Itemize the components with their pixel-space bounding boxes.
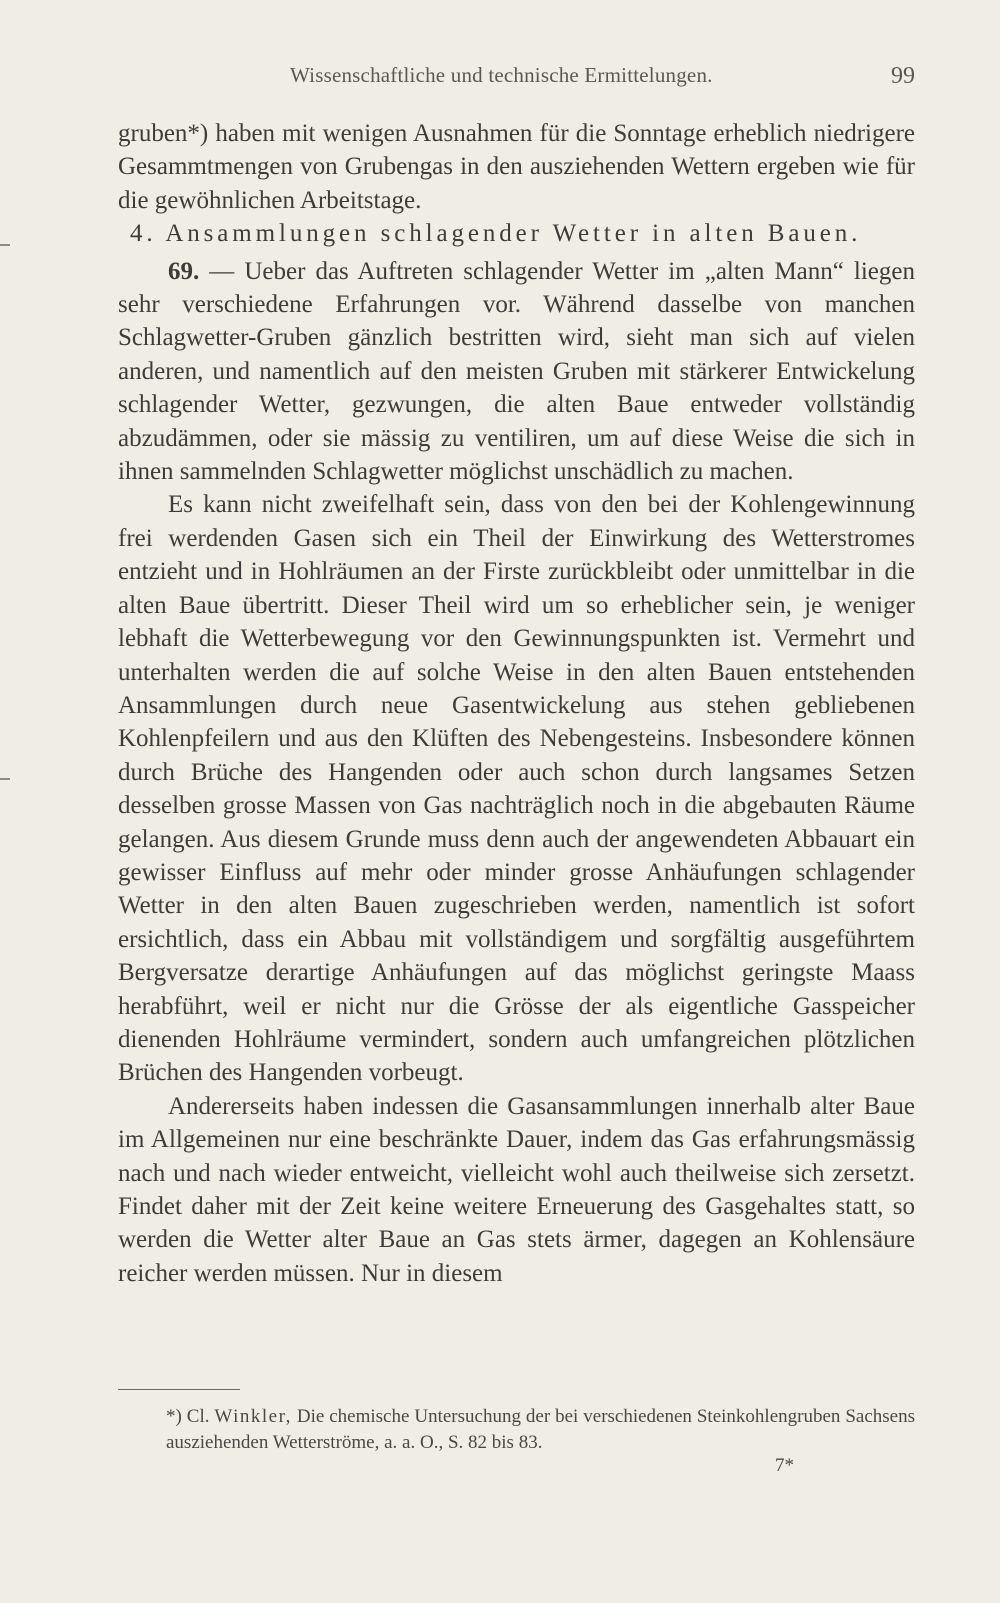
paragraph: Es kann nicht zweifelhaft sein, dass von den bei der Kohlengewinnung frei werdenden Gasen sich ein Theil der Einwirkung des Wetterstromes entzieht und in Hohlräumen an der Firste zurückbleibt oder unmittelbar in die alten Baue übertritt. Dieser Theil wird um so erheblicher sein, je weniger lebhaft die Wetterbewegung vor den Gewinnungspunkten ist. Vermehrt und unterhalten werden die auf solche Weise in den alten Bauen entstehenden Ansammlungen durch neue Gasentwickelung aus stehen gebliebenen Kohlenpfeilern und aus den Klüften des Nebengesteins. Insbesondere können durch Brüche des Hangenden oder auch schon durch langsames Setzen desselben grosse Massen von Gas nachträglich noch in die abgebauten Räume gelangen. Aus diesem Grunde muss denn auch der angewendeten Abbauart ein gewisser Einfluss auf mehr oder minder grosse Anhäufungen schlagender Wetter in den alten Bauen zugeschrieben werden, namentlich ist sofort ersichtlich, dass ein Abbau mit vollständigem und sorgfältig ausgeführtem Bergversatze derartige Anhäufungen auf das möglichst geringste Maass herabführt, weil er nicht nur die Grösse der als eigentliche Gasspeicher dienenden Hohlräume vermindert, sondern auch umfangreichen plötzlichen Brüchen des Hangenden vorbeugt.	[118, 491, 915, 1087]
margin-mark	[0, 778, 10, 780]
footnote-author: Winkler,	[214, 1406, 292, 1427]
footnote-marker: *) Cl.	[166, 1406, 215, 1427]
footnote-text: Die chemische Untersuchung der bei verschiedenen Steinkohlengruben Sachsens ausziehenden Wetterströme, a. a. O., S. 82 bis 83.	[166, 1406, 915, 1453]
paragraph-text: — Ueber das Auftreten schlagender Wetter im „alten Mann“ liegen sehr verschiedene Erfahrungen vor. Während dasselbe von manchen Schlagwetter-Gruben gänzlich bestritten wird, sieht man sich auf vielen anderen, und namentlich auf den meisten Gruben mit stärkerer Entwickelung schlagender Wetter, gezwungen, die alten Baue entweder vollständig abzudämmen, oder sie mässig zu ventiliren, um auf diese Weise die sich in ihnen sammelnden Schlagwetter möglichst unschädlich zu machen.	[118, 257, 915, 486]
paragraph	[118, 255, 915, 489]
paragraph: Andererseits haben indessen die Gasansammlungen innerhalb alter Baue im Allgemeinen nur eine beschränkte Dauer, indem das Gas erfahrungsmässig nach und nach wieder entweicht, vielleicht wohl auch theilweise sich zersetzt. Findet daher mit der Zeit keine weitere Erneuerung des Gasgehaltes statt, so werden die Wetter alter Baue an Gas stets ärmer, dagegen an Kohlensäure reicher werden müssen. Nur in diesem	[118, 1092, 915, 1287]
footnote	[118, 1404, 915, 1456]
body-text	[118, 117, 915, 1290]
margin-mark	[0, 244, 10, 246]
section-heading: 4. Ansammlungen schlagender Wetter in alten Bauen.	[130, 220, 862, 248]
section-number: 69.	[168, 257, 200, 285]
signature-mark: 7*	[775, 1455, 794, 1476]
page-number: 99	[891, 63, 915, 89]
paragraph: gruben*) haben mit wenigen Ausnahmen für die Sonntage erheblich niedrigere Gesammtmengen von Grubengas in den ausziehenden Wettern ergeben wie für die gewöhnlichen Arbeitstage.	[118, 120, 915, 214]
running-title: Wissenschaftliche und technische Ermittelungen.	[290, 63, 713, 87]
footnote-rule	[118, 1389, 240, 1390]
